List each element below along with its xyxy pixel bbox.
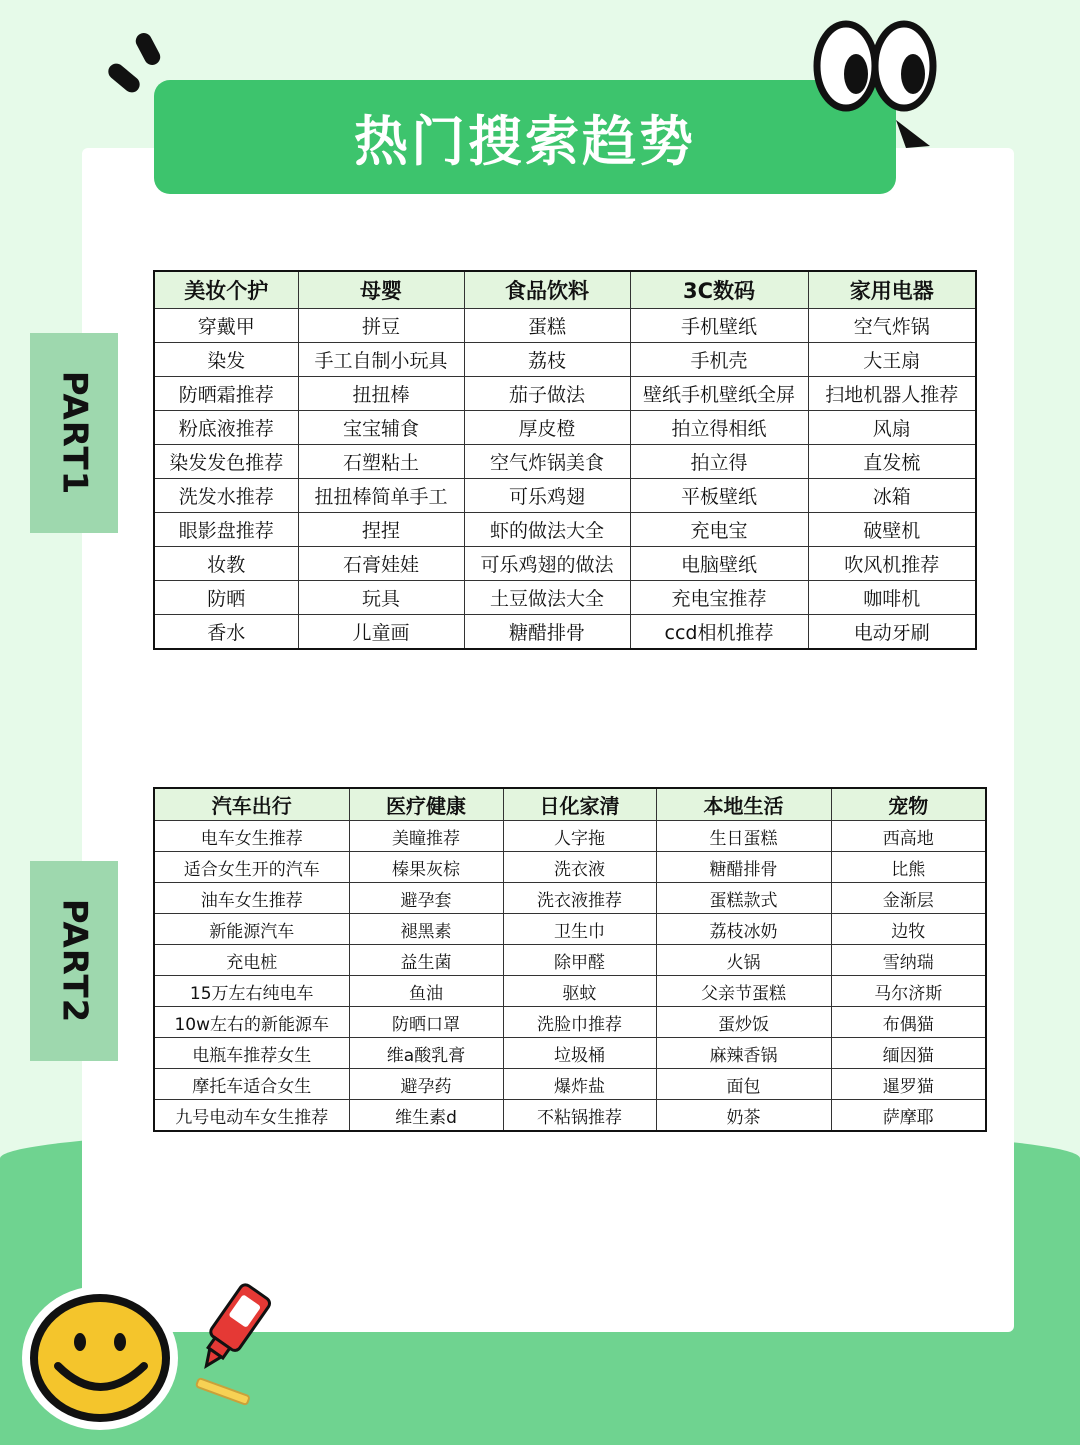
table-cell: 石塑粘土 <box>298 445 464 479</box>
table-cell: 除甲醛 <box>503 945 656 976</box>
table-cell: 不粘锅推荐 <box>503 1100 656 1132</box>
table-cell: 适合女生开的汽车 <box>154 852 349 883</box>
table-cell: 眼影盘推荐 <box>154 513 298 547</box>
column-header: 美妆个护 <box>154 271 298 309</box>
part1-table <box>153 270 977 650</box>
table-row <box>154 883 986 914</box>
table-cell: 大王扇 <box>808 343 976 377</box>
table-cell: 避孕药 <box>349 1069 503 1100</box>
table-cell: 拍立得 <box>630 445 808 479</box>
table-cell: 电脑壁纸 <box>630 547 808 581</box>
table-cell: 拍立得相纸 <box>630 411 808 445</box>
table-cell: ccd相机推荐 <box>630 615 808 650</box>
table-cell: 西高地 <box>831 821 986 852</box>
title-banner <box>154 80 896 194</box>
table-cell: 手工自制小玩具 <box>298 343 464 377</box>
table-cell: 萨摩耶 <box>831 1100 986 1132</box>
table-header-row <box>154 788 986 821</box>
table-row <box>154 445 976 479</box>
table-cell: 手机壳 <box>630 343 808 377</box>
part1-tab <box>30 333 118 533</box>
table-cell: 直发梳 <box>808 445 976 479</box>
table-cell: 茄子做法 <box>464 377 630 411</box>
table-row <box>154 1007 986 1038</box>
table-cell: 荔枝 <box>464 343 630 377</box>
table-row <box>154 852 986 883</box>
table-cell: 电车女生推荐 <box>154 821 349 852</box>
table-cell: 染发发色推荐 <box>154 445 298 479</box>
table-cell: 糖醋排骨 <box>656 852 831 883</box>
column-header: 日化家清 <box>503 788 656 821</box>
table-cell: 布偶猫 <box>831 1007 986 1038</box>
table-cell: 父亲节蛋糕 <box>656 976 831 1007</box>
table-cell: 扭扭棒简单手工 <box>298 479 464 513</box>
table-cell: 摩托车适合女生 <box>154 1069 349 1100</box>
table-cell: 防晒霜推荐 <box>154 377 298 411</box>
table-cell: 防晒 <box>154 581 298 615</box>
table-cell: 金渐层 <box>831 883 986 914</box>
column-header: 母婴 <box>298 271 464 309</box>
column-header: 食品饮料 <box>464 271 630 309</box>
table-cell: 咖啡机 <box>808 581 976 615</box>
table-cell: 垃圾桶 <box>503 1038 656 1069</box>
table-row <box>154 914 986 945</box>
table-row <box>154 945 986 976</box>
table-cell: 玩具 <box>298 581 464 615</box>
table-cell: 麻辣香锅 <box>656 1038 831 1069</box>
page-title: 热门搜索趋势 <box>354 109 696 173</box>
table-cell: 扭扭棒 <box>298 377 464 411</box>
table-cell: 捏捏 <box>298 513 464 547</box>
table-cell: 吹风机推荐 <box>808 547 976 581</box>
table-row <box>154 547 976 581</box>
table-cell: 染发 <box>154 343 298 377</box>
table-row <box>154 377 976 411</box>
table-cell: 宝宝辅食 <box>298 411 464 445</box>
accent-dash <box>133 30 163 68</box>
table-cell: 可乐鸡翅 <box>464 479 630 513</box>
table-cell: 荔枝冰奶 <box>656 914 831 945</box>
table-cell: 边牧 <box>831 914 986 945</box>
table-cell: 卫生巾 <box>503 914 656 945</box>
table-cell: 手机壁纸 <box>630 309 808 343</box>
table-row <box>154 581 976 615</box>
table-cell: 美瞳推荐 <box>349 821 503 852</box>
table-cell: 空气炸锅美食 <box>464 445 630 479</box>
table-cell: 厚皮橙 <box>464 411 630 445</box>
smiley-face-icon <box>18 1282 182 1434</box>
part2-label: PART2 <box>54 898 94 1024</box>
table-cell: 扫地机器人推荐 <box>808 377 976 411</box>
table-cell: 充电宝推荐 <box>630 581 808 615</box>
column-header: 家用电器 <box>808 271 976 309</box>
table-cell: 油车女生推荐 <box>154 883 349 914</box>
table-cell: 益生菌 <box>349 945 503 976</box>
part2-tab <box>30 861 118 1061</box>
cartoon-eyes-icon <box>812 14 942 154</box>
table-cell: 电瓶车推荐女生 <box>154 1038 349 1069</box>
table-cell: 蛋糕 <box>464 309 630 343</box>
table-cell: 风扇 <box>808 411 976 445</box>
table-cell: 糖醋排骨 <box>464 615 630 650</box>
table-cell: 暹罗猫 <box>831 1069 986 1100</box>
table-cell: 儿童画 <box>298 615 464 650</box>
table-cell: 驱蚊 <box>503 976 656 1007</box>
table-cell: 比熊 <box>831 852 986 883</box>
table-cell: 破壁机 <box>808 513 976 547</box>
table-cell: 香水 <box>154 615 298 650</box>
table-cell: 拼豆 <box>298 309 464 343</box>
table-row <box>154 479 976 513</box>
table-cell: 蛋炒饭 <box>656 1007 831 1038</box>
table-cell: 防晒口罩 <box>349 1007 503 1038</box>
table-cell: 洗衣液 <box>503 852 656 883</box>
table-cell: 奶茶 <box>656 1100 831 1132</box>
table-cell: 马尔济斯 <box>831 976 986 1007</box>
table-cell: 避孕套 <box>349 883 503 914</box>
table-cell: 电动牙刷 <box>808 615 976 650</box>
table-cell: 粉底液推荐 <box>154 411 298 445</box>
table-row <box>154 513 976 547</box>
table-header-row <box>154 271 976 309</box>
table-cell: 雪纳瑞 <box>831 945 986 976</box>
table-cell: 洗发水推荐 <box>154 479 298 513</box>
table-row <box>154 343 976 377</box>
table-row <box>154 821 986 852</box>
table-cell: 平板壁纸 <box>630 479 808 513</box>
part1-label: PART1 <box>54 370 94 496</box>
table-cell: 空气炸锅 <box>808 309 976 343</box>
table-cell: 虾的做法大全 <box>464 513 630 547</box>
table-row <box>154 976 986 1007</box>
table-cell: 冰箱 <box>808 479 976 513</box>
table-cell: 土豆做法大全 <box>464 581 630 615</box>
table-cell: 火锅 <box>656 945 831 976</box>
table-cell: 维生素d <box>349 1100 503 1132</box>
glue-tube-icon <box>190 1275 280 1410</box>
table-cell: 缅因猫 <box>831 1038 986 1069</box>
table-row <box>154 411 976 445</box>
table-cell: 10w左右的新能源车 <box>154 1007 349 1038</box>
table-cell: 充电宝 <box>630 513 808 547</box>
table-cell: 洗脸巾推荐 <box>503 1007 656 1038</box>
column-header: 汽车出行 <box>154 788 349 821</box>
table-cell: 爆炸盐 <box>503 1069 656 1100</box>
table-cell: 生日蛋糕 <box>656 821 831 852</box>
table-cell: 新能源汽车 <box>154 914 349 945</box>
table-cell: 维a酸乳膏 <box>349 1038 503 1069</box>
part2-table <box>153 787 987 1132</box>
table-cell: 15万左右纯电车 <box>154 976 349 1007</box>
table-row <box>154 1100 986 1132</box>
table-cell: 可乐鸡翅的做法 <box>464 547 630 581</box>
table-cell: 人字拖 <box>503 821 656 852</box>
table-cell: 穿戴甲 <box>154 309 298 343</box>
table-cell: 榛果灰棕 <box>349 852 503 883</box>
table-cell: 褪黑素 <box>349 914 503 945</box>
column-header: 3C数码 <box>630 271 808 309</box>
table-cell: 九号电动车女生推荐 <box>154 1100 349 1132</box>
column-header: 宠物 <box>831 788 986 821</box>
table-row <box>154 309 976 343</box>
table-cell: 鱼油 <box>349 976 503 1007</box>
table-cell: 壁纸手机壁纸全屏 <box>630 377 808 411</box>
table-cell: 充电桩 <box>154 945 349 976</box>
column-header: 医疗健康 <box>349 788 503 821</box>
table-row <box>154 1038 986 1069</box>
accent-dash <box>105 60 143 95</box>
table-cell: 面包 <box>656 1069 831 1100</box>
table-row <box>154 615 976 650</box>
table-cell: 妆教 <box>154 547 298 581</box>
column-header: 本地生活 <box>656 788 831 821</box>
table-cell: 蛋糕款式 <box>656 883 831 914</box>
table-cell: 石膏娃娃 <box>298 547 464 581</box>
table-row <box>154 1069 986 1100</box>
table-cell: 洗衣液推荐 <box>503 883 656 914</box>
